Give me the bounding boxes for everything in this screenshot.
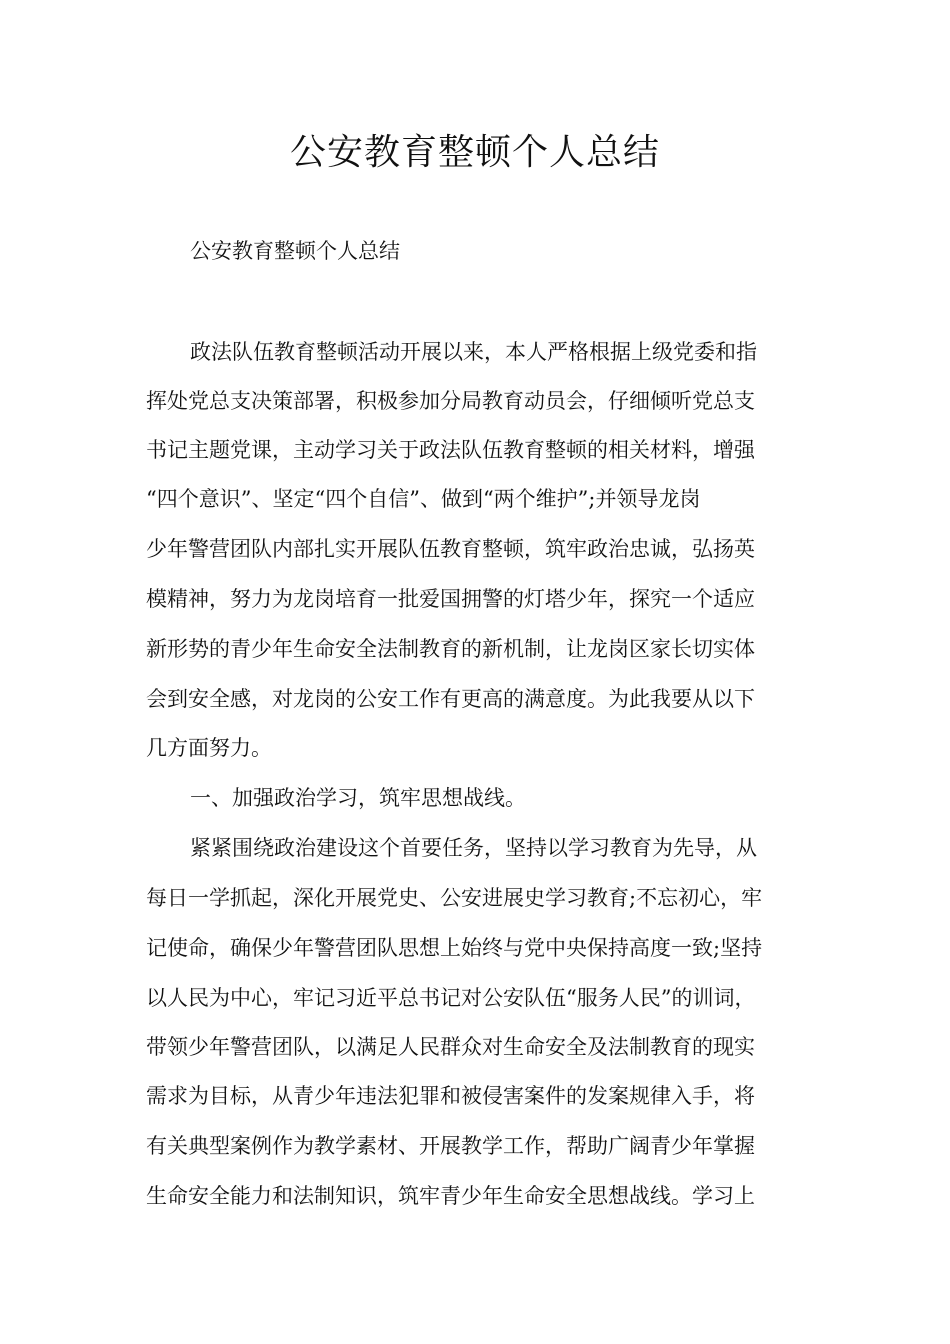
body-line: 需求为目标，从青少年违法犯罪和被侵害案件的发案规律入手，将: [146, 1084, 755, 1108]
body-line: 生命安全能力和法制知识，筑牢青少年生命安全思想战线。学习上: [146, 1184, 755, 1208]
body-line: 政法队伍教育整顿活动开展以来，本人严格根据上级党委和指: [190, 340, 757, 364]
body-line: 紧紧围绕政治建设这个首要任务，坚持以学习教育为先导，从: [190, 836, 757, 860]
body-line: 记使命，确保少年警营团队思想上始终与党中央保持高度一致;坚持: [146, 936, 763, 960]
document-title: 公安教育整顿个人总结: [289, 132, 660, 173]
body-line: “四个意识”、坚定“四个自信”、做到“两个维护”;并领导龙岗: [146, 487, 701, 511]
body-line: 以人民为中心，牢记习近平总书记对公安队伍“服务人民”的训词，: [146, 986, 756, 1010]
body-line: 带领少年警营团队，以满足人民群众对生命安全及法制教育的现实: [146, 1035, 755, 1059]
body-line: 新形势的青少年生命安全法制教育的新机制，让龙岗区家长切实体: [146, 637, 755, 661]
section-heading: 一、加强政治学习，筑牢思想战线。: [190, 786, 526, 810]
body-line: 有关典型案例作为教学素材、开展教学工作，帮助广阔青少年掌握: [146, 1134, 755, 1158]
body-line: 几方面努力。: [146, 736, 272, 760]
body-line: 每日一学抓起，深化开展党史、公安进展史学习教育;不忘初心，牢: [146, 886, 763, 910]
body-line: 模精神，努力为龙岗培育一批爱国拥警的灯塔少年，探究一个适应: [146, 587, 755, 611]
body-line: 挥处党总支决策部署，积极参加分局教育动员会，仔细倾听党总支: [146, 389, 755, 413]
body-line: 书记主题党课，主动学习关于政法队伍教育整顿的相关材料，增强: [146, 438, 755, 462]
body-line: 会到安全感，对龙岗的公安工作有更高的满意度。为此我要从以下: [146, 687, 755, 711]
body-line: 少年警营团队内部扎实开展队伍教育整顿，筑牢政治忠诚，弘扬英: [146, 537, 755, 561]
document-subtitle: 公安教育整顿个人总结: [190, 239, 400, 263]
